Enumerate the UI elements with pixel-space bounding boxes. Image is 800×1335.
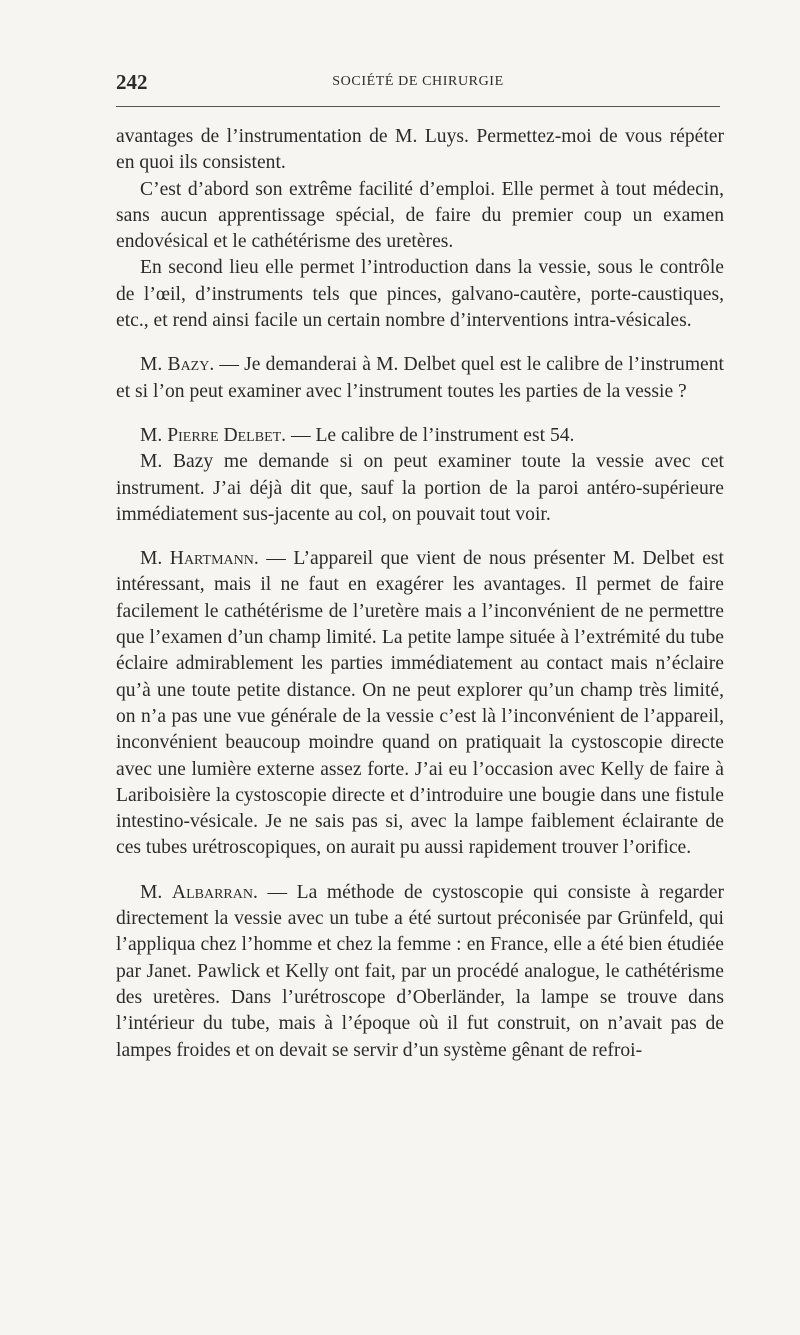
paragraph-3: En second lieu elle permet l’introduction dans la vessie, sous le contrôle de l’œil, d’instruments tels que pinces, galvano-cautère, porte-caustiques, etc., et rend ainsi facile un certain nombre d’interventions intra-vésicales. — [116, 257, 724, 332]
speech-bazy — [116, 352, 724, 405]
speaker-prefix: M. — [140, 881, 172, 903]
paragraph-1: avantages de l’instrumentation de M. Luys. Permettez-moi de vous répéter en quoi ils consistent. — [116, 126, 724, 174]
speaker-prefix: M. — [140, 424, 168, 446]
speaker-name: Bazy — [167, 354, 210, 376]
speaker-name: Hartmann — [169, 548, 254, 570]
paragraph-2: C’est d’abord son extrême facilité d’emploi. Elle permet à tout médecin, sans aucun apprentissage spécial, de faire du premier coup un examen endovésical et le cathétérisme des uretères. — [116, 178, 724, 253]
header-rule — [116, 106, 720, 107]
page-body — [116, 124, 724, 1064]
paragraph-6: M. Bazy me demande si on peut examiner toute la vessie avec cet instrument. J’ai déjà dit que, sauf la portion de la paroi antéro-supérieure immédiatement sus-jacente au col, on pouvait tout voir. — [116, 451, 724, 525]
speech-text: . — La méthode de cystoscopie qui consiste à regarder directement la vessie avec un tube a été surtout préconisée par Grünfeld, qui l’appliqua chez l’homme et chez la femme : en France, elle a été bien étudiée par Janet. Pawlick et Kelly ont fait, par un procédé analogue, le cathétérisme des uretères. Dans l’urétroscope d’Oberländer, la lampe se trouve dans l’intérieur du tube, mais à l’époque où il fut construit, on n’avait pas de lampes froides et on devait se servir d’un système gênant de refroi- — [116, 881, 724, 1061]
speaker-prefix: M. — [140, 548, 170, 570]
speech-text: . — L’appareil que vient de nous présenter M. Delbet est intéressant, mais il ne faut en exagérer les avantages. Il permet de faire facilement le cathétérisme de l’uretère mais a l’inconvénient de ne permettre que l’examen d’un champ limité. La petite lampe située à l’extrémité du tube éclaire admirablement les parties immédiatement au contact mais n’éclaire qu’à une toute petite distance. On ne peut explorer qu’un champ très limité, on n’a pas une vue générale de la vessie c’est là l’inconvénient de l’appareil, inconvénient beaucoup moindre quand on pratiquait la cystoscopie directe avec une lumière externe assez forte. J’ai eu l’occasion avec Kelly de faire à Lariboisière la cystoscopie directe et d’introduire une bougie dans une fistule intestino-vésicale. Je ne sais pas si, avec la lampe faiblement éclairante de ces tubes urétroscopiques, on aurait pu aussi rapidement trouver l’orifice. — [116, 548, 724, 859]
speech-albarran — [116, 880, 724, 1064]
speaker-prefix: M. — [140, 354, 168, 376]
page-number: 242 — [116, 70, 148, 94]
speaker-name: Pierre Delbet — [167, 424, 282, 446]
speech-text: . — Le calibre de l’instrument est 54. — [281, 424, 575, 446]
speech-hartmann — [116, 546, 724, 862]
speaker-name: Albarran — [171, 881, 253, 903]
speech-pierre-delbet — [116, 423, 724, 449]
page-header — [116, 70, 720, 94]
speech-text: . — Je demanderai à M. Delbet quel est le calibre de l’instrument et si l’on peut examiner avec l’instrument toutes les parties de la vessie ? — [116, 354, 724, 402]
running-head: SOCIÉTÉ DE CHIRURGIE — [332, 74, 504, 89]
